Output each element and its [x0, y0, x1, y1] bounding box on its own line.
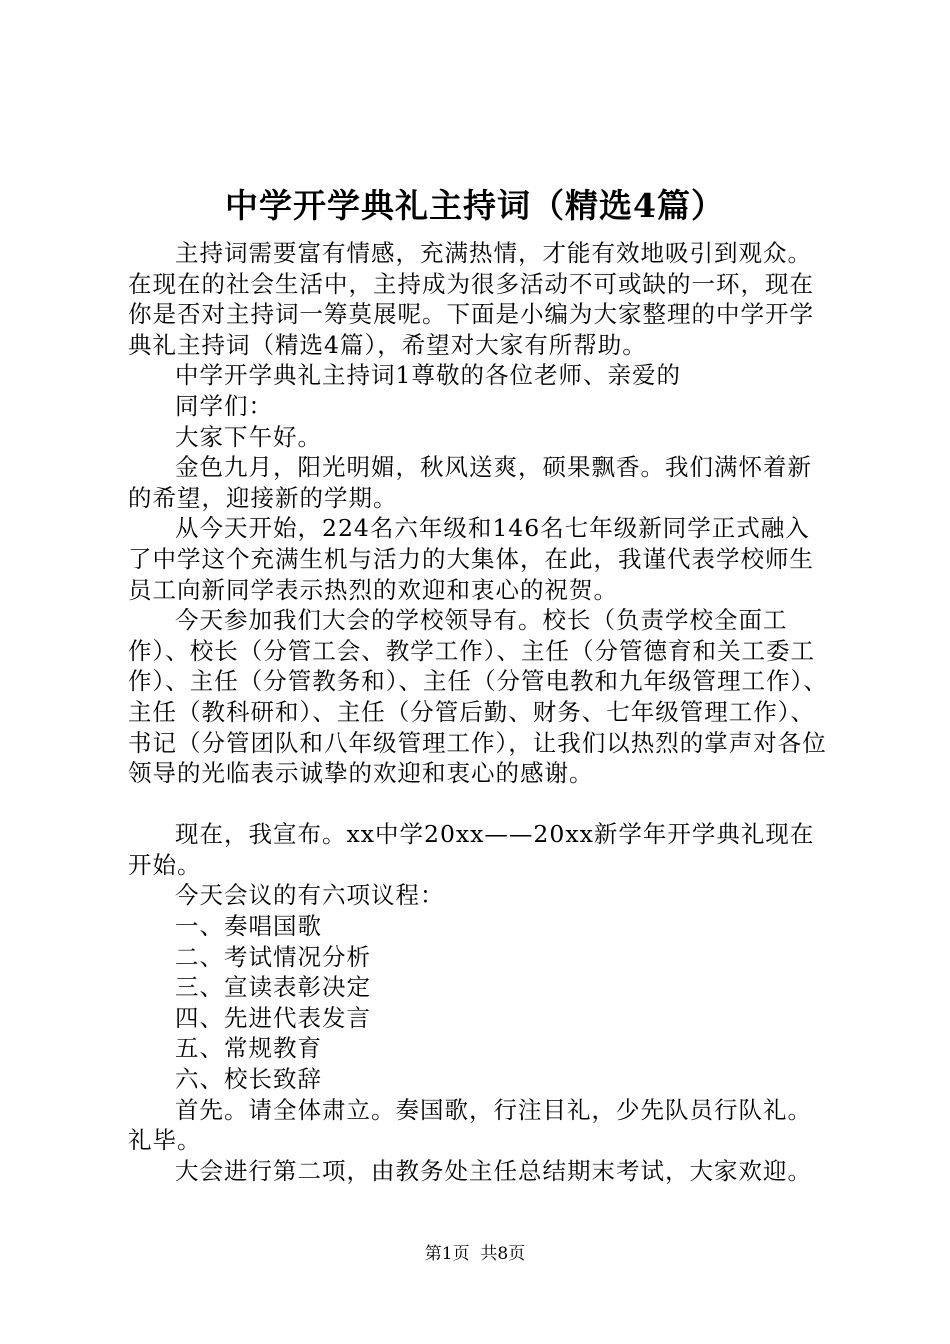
- agenda-intro: 今天会议的有六项议程：: [175, 881, 445, 910]
- greeting-afternoon: 大家下午好。: [175, 422, 322, 451]
- paragraph-announcement: 现在，我宣布。xx中学20xx——20xx新学年开学典礼现在开始。: [128, 820, 815, 879]
- document-body: [128, 238, 833, 1186]
- page-number: 第1页: [424, 1244, 470, 1264]
- paragraph-anthem: 首先。请全体肃立。奏国歌，行注目礼，少先队员行队礼。礼毕。: [128, 1095, 812, 1155]
- agenda-item: 六、校长致辞: [175, 1065, 322, 1094]
- agenda-item: 五、常规教育: [175, 1034, 322, 1063]
- intro-paragraph: 主持词需要富有情感，充满热情，才能有效地吸引到观众。在现在的社会生活中，主持成为很多活动不可或缺的一环，现在你是否对主持词一筹莫展呢。下面是小编为大家整理的中学开学典礼主持词（精选4篇），希望对大家有所帮助。: [128, 239, 814, 359]
- page-total: 共8页: [480, 1244, 526, 1264]
- paragraph-second-item: 大会进行第二项，由教务处主任总结期末考试，大家欢迎。: [175, 1156, 812, 1185]
- agenda-item: 一、奏唱国歌: [175, 912, 322, 941]
- paragraph-leaders: 今天参加我们大会的学校领导有。校长（负责学校全面工作）、校长（分管工会、教学工作）、主任（分管德育和关工委工作）、主任（分管教务和）、主任（分管电教和九年级管理工作）、主任（教科研和）、主任（分管后勤、财务、七年级管理工作）、书记（分管团队和八年级管理工作），让我们以热烈的掌声对各位领导的光临表示诚挚的欢迎和衷心的感谢。: [128, 606, 828, 788]
- paragraph-new-students: 从今天开始，224名六年级和146名七年级新同学正式融入了中学这个充满生机与活力的大集体，在此，我谨代表学校师生员工向新同学表示热烈的欢迎和衷心的祝贺。: [128, 514, 814, 604]
- paragraph-autumn: 金色九月，阳光明媚，秋风送爽，硕果飘香。我们满怀着新的希望，迎接新的学期。: [128, 453, 812, 512]
- page-footer: [0, 1243, 950, 1265]
- agenda-item: 四、先进代表发言: [175, 1003, 371, 1032]
- agenda-item: 三、宣读表彰决定: [175, 973, 371, 1002]
- document-title: 中学开学典礼主持词（精选4篇）: [225, 186, 725, 225]
- agenda-item: 二、考试情况分析: [175, 942, 371, 971]
- greeting-line: 同学们：: [175, 391, 273, 420]
- section-heading-1: 中学开学典礼主持词1尊敬的各位老师、亲爱的: [175, 361, 681, 390]
